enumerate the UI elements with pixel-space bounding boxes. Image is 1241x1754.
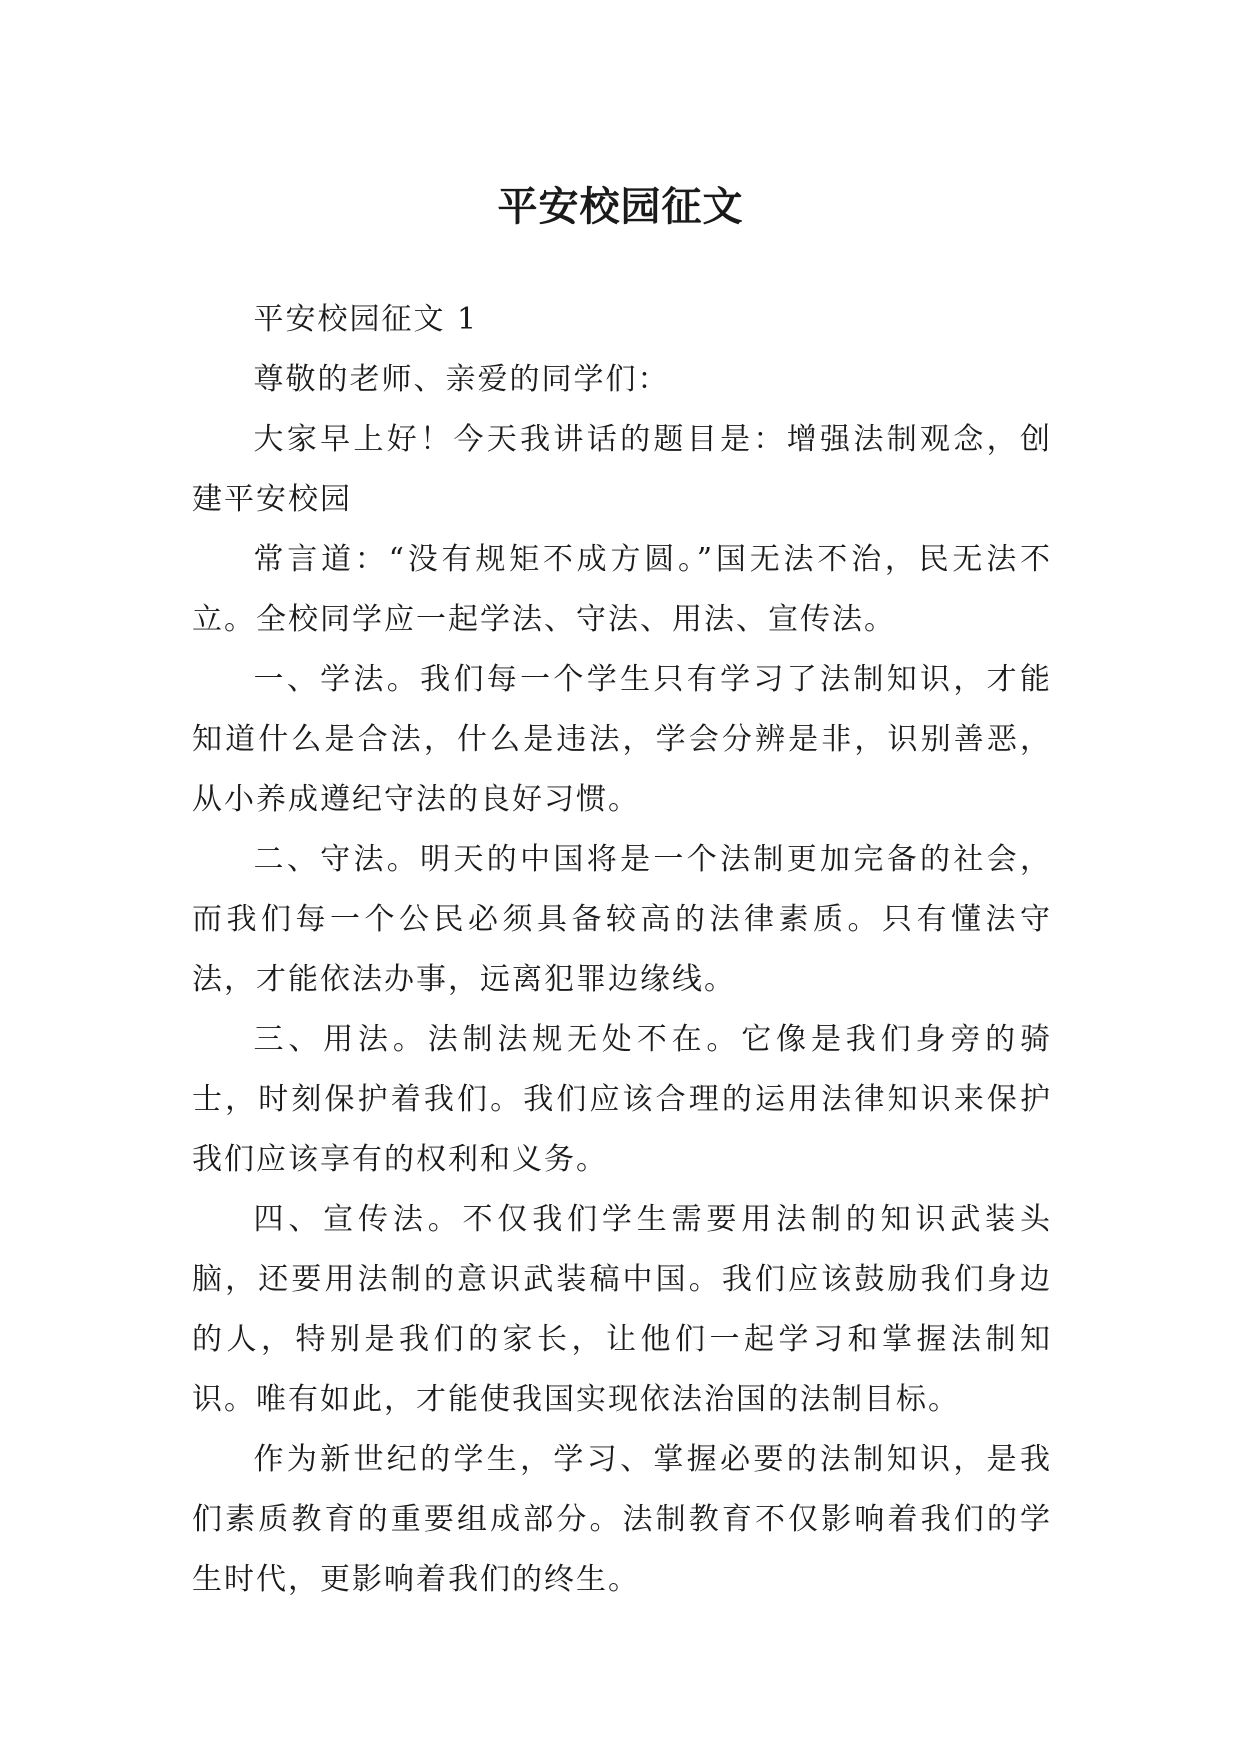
paragraph-conclusion: 作为新世纪的学生，学习、掌握必要的法制知识，是我们素质教育的重要组成部分。法制教育不仅影响着我们的学生时代，更影响着我们的终生。 [192, 1442, 1052, 1597]
paragraph-use-law: 三、用法。法制法规无处不在。它像是我们身旁的骑士，时刻保护着我们。我们应该合理的运用法律知识来保护我们应该享有的权利和义务。 [192, 1022, 1052, 1177]
paragraph-promote-law: 四、宣传法。不仅我们学生需要用法制的知识武装头脑，还要用法制的意识武装稿中国。我们应该鼓励我们身边的人，特别是我们的家长，让他们一起学习和掌握法制知识。唯有如此，才能使我国实现依法治国的法制目标。 [192, 1202, 1052, 1417]
paragraph-proverb: 常言道：“没有规矩不成方圆。”国无法不治，民无法不立。全校同学应一起学法、守法、用法、宣传法。 [192, 542, 1052, 637]
paragraph-salutation: 尊敬的老师、亲爱的同学们： [253, 362, 670, 397]
paragraph-obey-law: 二、守法。明天的中国将是一个法制更加完备的社会，而我们每一个公民必须具备较高的法律素质。只有懂法守法，才能依法办事，远离犯罪边缘线。 [192, 842, 1052, 997]
document-title: 平安校园征文 [497, 182, 744, 230]
paragraph-opening: 大家早上好！今天我讲话的题目是：增强法制观念，创建平安校园 [192, 422, 1052, 517]
paragraph-subtitle: 平安校园征文 1 [253, 302, 479, 337]
paragraph-learn-law: 一、学法。我们每一个学生只有学习了法制知识，才能知道什么是合法，什么是违法，学会分辨是非，识别善恶，从小养成遵纪守法的良好习惯。 [192, 662, 1052, 817]
document-body [192, 290, 1052, 1610]
